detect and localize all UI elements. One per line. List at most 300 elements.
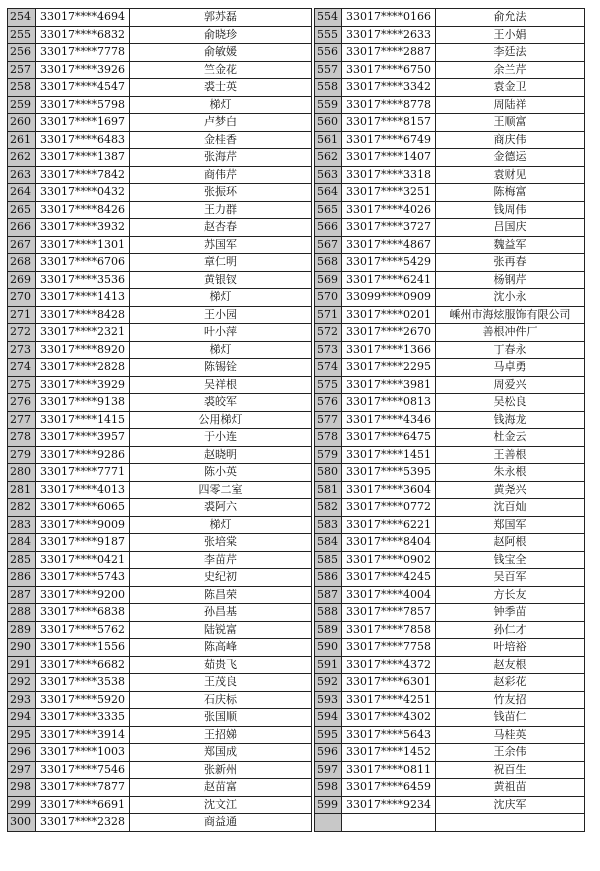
right-row-number: 554 (315, 9, 342, 27)
right-row-number: 577 (315, 411, 342, 429)
left-row-number: 260 (8, 114, 36, 132)
table-row (8, 359, 585, 377)
table-row (8, 79, 585, 97)
left-holder-name: 竺金花 (130, 61, 312, 79)
right-holder-name: 商庆伟 (436, 131, 585, 149)
right-row-number: 564 (315, 184, 342, 202)
table-row (8, 201, 585, 219)
left-holder-name: 史纪初 (130, 569, 312, 587)
right-holder-name: 嵊州市海炫服饰有限公司 (436, 306, 585, 324)
right-holder-name: 张再春 (436, 254, 585, 272)
left-account-id: 33017****3929 (36, 376, 130, 394)
left-account-id: 33017****7546 (36, 761, 130, 779)
left-account-id: 33017****9138 (36, 394, 130, 412)
table-row (8, 726, 585, 744)
right-holder-name: 陈梅富 (436, 184, 585, 202)
right-holder-name: 吴百军 (436, 569, 585, 587)
left-row-number: 291 (8, 656, 36, 674)
left-row-number: 254 (8, 9, 36, 27)
left-row-number: 267 (8, 236, 36, 254)
right-row-number: 558 (315, 79, 342, 97)
left-account-id: 33017****6483 (36, 131, 130, 149)
right-holder-name: 杨钢芹 (436, 271, 585, 289)
right-holder-name: 吴松良 (436, 394, 585, 412)
table-row (8, 691, 585, 709)
left-account-id: 33017****7778 (36, 44, 130, 62)
left-holder-name: 李苗芹 (130, 551, 312, 569)
left-row-number: 265 (8, 201, 36, 219)
left-account-id: 33017****6832 (36, 26, 130, 44)
left-account-id: 33017****5798 (36, 96, 130, 114)
table-row (8, 254, 585, 272)
right-holder-name: 金德运 (436, 149, 585, 167)
left-row-number: 292 (8, 674, 36, 692)
left-holder-name: 梯灯 (130, 289, 312, 307)
right-holder-name: 王小娟 (436, 26, 585, 44)
right-account-id: 33017****3318 (342, 166, 436, 184)
left-account-id: 33017****5920 (36, 691, 130, 709)
right-row-number: 580 (315, 464, 342, 482)
left-holder-name: 茹贵飞 (130, 656, 312, 674)
left-holder-name: 金桂香 (130, 131, 312, 149)
left-account-id: 33017****9200 (36, 586, 130, 604)
left-account-id: 33017****2328 (36, 814, 130, 832)
right-account-id: 33017****4251 (342, 691, 436, 709)
left-account-id: 33017****6691 (36, 796, 130, 814)
left-holder-name: 陈高峰 (130, 639, 312, 657)
left-account-id: 33017****2828 (36, 359, 130, 377)
right-holder-name: 吕国庆 (436, 219, 585, 237)
right-row-number: 595 (315, 726, 342, 744)
left-row-number: 271 (8, 306, 36, 324)
left-holder-name: 王力群 (130, 201, 312, 219)
left-row-number: 279 (8, 446, 36, 464)
left-account-id: 33017****5743 (36, 569, 130, 587)
left-account-id: 33017****6682 (36, 656, 130, 674)
right-holder-name: 钱海龙 (436, 411, 585, 429)
right-account-id: 33017****5395 (342, 464, 436, 482)
right-row-number: 566 (315, 219, 342, 237)
table-row (8, 236, 585, 254)
left-row-number: 264 (8, 184, 36, 202)
left-account-id: 33017****5762 (36, 621, 130, 639)
left-holder-name: 王招娣 (130, 726, 312, 744)
table-row (8, 446, 585, 464)
left-holder-name: 叶小萍 (130, 324, 312, 342)
right-account-id: 33017****0201 (342, 306, 436, 324)
table-row (8, 184, 585, 202)
left-row-number: 286 (8, 569, 36, 587)
table-body (8, 9, 585, 832)
right-account-id: 33017****1451 (342, 446, 436, 464)
right-account-id: 33017****7857 (342, 604, 436, 622)
left-holder-name: 俞晓珍 (130, 26, 312, 44)
left-row-number: 299 (8, 796, 36, 814)
left-holder-name: 梯灯 (130, 516, 312, 534)
left-account-id: 33017****8920 (36, 341, 130, 359)
right-row-number: 596 (315, 744, 342, 762)
left-holder-name: 陈锡铨 (130, 359, 312, 377)
left-row-number: 258 (8, 79, 36, 97)
table-row (8, 604, 585, 622)
left-holder-name: 卢梦白 (130, 114, 312, 132)
right-account-id: 33017****4302 (342, 709, 436, 727)
right-row-number: 575 (315, 376, 342, 394)
left-row-number: 268 (8, 254, 36, 272)
right-holder-name: 魏益军 (436, 236, 585, 254)
right-holder-name: 袁金卫 (436, 79, 585, 97)
table-row (8, 709, 585, 727)
right-holder-name: 郑国军 (436, 516, 585, 534)
left-holder-name: 陈昌荣 (130, 586, 312, 604)
right-account-id: 33017****4004 (342, 586, 436, 604)
left-row-number: 282 (8, 499, 36, 517)
right-row-number: 559 (315, 96, 342, 114)
table-row (8, 289, 585, 307)
right-row-number: 555 (315, 26, 342, 44)
right-row-number: 560 (315, 114, 342, 132)
table-row (8, 814, 585, 832)
right-account-id: 33017****0811 (342, 761, 436, 779)
right-account-id: 33017****0813 (342, 394, 436, 412)
table-row (8, 569, 585, 587)
left-row-number: 298 (8, 779, 36, 797)
right-row-number: 562 (315, 149, 342, 167)
right-account-id: 33017****4346 (342, 411, 436, 429)
right-row-number: 565 (315, 201, 342, 219)
left-row-number: 293 (8, 691, 36, 709)
right-holder-name: 赵彩花 (436, 674, 585, 692)
right-row-number: 583 (315, 516, 342, 534)
left-holder-name: 苏国军 (130, 236, 312, 254)
left-account-id: 33017****3932 (36, 219, 130, 237)
right-holder-name: 马卓勇 (436, 359, 585, 377)
table-row (8, 114, 585, 132)
left-holder-name: 梯灯 (130, 341, 312, 359)
right-row-number: 590 (315, 639, 342, 657)
right-account-id: 33017****4245 (342, 569, 436, 587)
left-holder-name: 郭苏磊 (130, 9, 312, 27)
left-row-number: 281 (8, 481, 36, 499)
right-account-id: 33017****4867 (342, 236, 436, 254)
left-holder-name: 裘士英 (130, 79, 312, 97)
left-holder-name: 公用梯灯 (130, 411, 312, 429)
left-row-number: 284 (8, 534, 36, 552)
right-account-id: 33017****2670 (342, 324, 436, 342)
right-account-id: 33017****3342 (342, 79, 436, 97)
left-holder-name: 张培棠 (130, 534, 312, 552)
left-row-number: 255 (8, 26, 36, 44)
right-row-number: 585 (315, 551, 342, 569)
right-holder-name: 孙仁才 (436, 621, 585, 639)
left-account-id: 33017****0432 (36, 184, 130, 202)
right-account-id: 33017****3727 (342, 219, 436, 237)
right-holder-name: 周爱兴 (436, 376, 585, 394)
left-holder-name: 王小园 (130, 306, 312, 324)
left-account-id: 33017****1415 (36, 411, 130, 429)
left-account-id: 33017****6838 (36, 604, 130, 622)
left-row-number: 274 (8, 359, 36, 377)
left-row-number: 283 (8, 516, 36, 534)
right-account-id: 33017****3251 (342, 184, 436, 202)
right-row-number: 579 (315, 446, 342, 464)
left-holder-name: 商伟芹 (130, 166, 312, 184)
left-account-id: 33017****2321 (36, 324, 130, 342)
left-row-number: 278 (8, 429, 36, 447)
right-holder-name: 王余伟 (436, 744, 585, 762)
left-holder-name: 陆锐富 (130, 621, 312, 639)
left-account-id: 33017****6065 (36, 499, 130, 517)
right-account-id: 33017****4026 (342, 201, 436, 219)
left-account-id: 33017****1387 (36, 149, 130, 167)
left-account-id: 33017****3957 (36, 429, 130, 447)
table-row (8, 61, 585, 79)
table-row (8, 551, 585, 569)
left-row-number: 266 (8, 219, 36, 237)
table-row (8, 761, 585, 779)
right-account-id: 33099****0909 (342, 289, 436, 307)
left-holder-name: 郑国成 (130, 744, 312, 762)
left-row-number: 296 (8, 744, 36, 762)
right-row-number: 598 (315, 779, 342, 797)
table-row (8, 9, 585, 27)
left-account-id: 33017****3538 (36, 674, 130, 692)
left-holder-name: 梯灯 (130, 96, 312, 114)
left-account-id: 33017****8426 (36, 201, 130, 219)
left-account-id: 33017****3335 (36, 709, 130, 727)
right-account-id: 33017****2887 (342, 44, 436, 62)
right-account-id: 33017****1366 (342, 341, 436, 359)
table-row (8, 411, 585, 429)
table-row (8, 376, 585, 394)
right-account-id: 33017****0902 (342, 551, 436, 569)
right-holder-name: 杜金云 (436, 429, 585, 447)
table-row (8, 429, 585, 447)
right-row-number: 592 (315, 674, 342, 692)
right-holder-name: 李廷法 (436, 44, 585, 62)
left-holder-name: 裘皎军 (130, 394, 312, 412)
left-account-id: 33017****1697 (36, 114, 130, 132)
left-account-id: 33017****4547 (36, 79, 130, 97)
right-row-number: 572 (315, 324, 342, 342)
right-account-id: 33017****1407 (342, 149, 436, 167)
right-account-id: 33017****0772 (342, 499, 436, 517)
left-row-number: 257 (8, 61, 36, 79)
left-row-number: 295 (8, 726, 36, 744)
table-row (8, 271, 585, 289)
right-account-id: 33017****8157 (342, 114, 436, 132)
left-row-number: 273 (8, 341, 36, 359)
right-holder-name: 赵阿根 (436, 534, 585, 552)
right-holder-name: 沈百灿 (436, 499, 585, 517)
left-row-number: 256 (8, 44, 36, 62)
left-holder-name: 陈小英 (130, 464, 312, 482)
left-holder-name: 吴祥根 (130, 376, 312, 394)
right-row-number: 591 (315, 656, 342, 674)
right-holder-name: 丁春永 (436, 341, 585, 359)
right-account-id: 33017****6221 (342, 516, 436, 534)
table-row (8, 131, 585, 149)
right-account-id: 33017****6475 (342, 429, 436, 447)
left-row-number: 276 (8, 394, 36, 412)
left-row-number: 289 (8, 621, 36, 639)
right-holder-name: 叶培裕 (436, 639, 585, 657)
left-row-number: 261 (8, 131, 36, 149)
right-holder-name: 俞允法 (436, 9, 585, 27)
left-row-number: 272 (8, 324, 36, 342)
table-row (8, 149, 585, 167)
right-account-id: 33017****7858 (342, 621, 436, 639)
table-row (8, 744, 585, 762)
right-holder-name: 马桂英 (436, 726, 585, 744)
right-row-number: 586 (315, 569, 342, 587)
right-holder-name: 善根冲件厂 (436, 324, 585, 342)
right-account-id: 33017****1452 (342, 744, 436, 762)
left-account-id: 33017****1003 (36, 744, 130, 762)
left-account-id: 33017****9286 (36, 446, 130, 464)
right-account-id: 33017****6750 (342, 61, 436, 79)
left-holder-name: 赵苗富 (130, 779, 312, 797)
left-account-id: 33017****3536 (36, 271, 130, 289)
right-row-number: 576 (315, 394, 342, 412)
right-row-number: 588 (315, 604, 342, 622)
right-holder-name: 钱周伟 (436, 201, 585, 219)
right-row-number: 578 (315, 429, 342, 447)
right-holder-name: 钟季苗 (436, 604, 585, 622)
right-row-number: 589 (315, 621, 342, 639)
right-row-number: 597 (315, 761, 342, 779)
right-holder-name: 黄尧兴 (436, 481, 585, 499)
left-row-number: 294 (8, 709, 36, 727)
table-row (8, 674, 585, 692)
left-holder-name: 张海芹 (130, 149, 312, 167)
right-holder-name: 钱宝全 (436, 551, 585, 569)
right-holder-name: 余兰芹 (436, 61, 585, 79)
table-row (8, 534, 585, 552)
right-row-number: 593 (315, 691, 342, 709)
right-holder-name: 王善根 (436, 446, 585, 464)
right-row-number: 584 (315, 534, 342, 552)
right-row-number: 581 (315, 481, 342, 499)
table-row (8, 219, 585, 237)
left-holder-name: 石庆标 (130, 691, 312, 709)
right-account-id: 33017****7758 (342, 639, 436, 657)
left-account-id: 33017****4013 (36, 481, 130, 499)
right-account-id: 33017****8404 (342, 534, 436, 552)
table-row (8, 656, 585, 674)
left-holder-name: 商益通 (130, 814, 312, 832)
left-account-id: 33017****6706 (36, 254, 130, 272)
right-account-id: 33017****8778 (342, 96, 436, 114)
left-row-number: 288 (8, 604, 36, 622)
right-holder-name: 袁财见 (436, 166, 585, 184)
table-row (8, 796, 585, 814)
right-row-number: 561 (315, 131, 342, 149)
table-row (8, 586, 585, 604)
table-row (8, 516, 585, 534)
right-row-number: 582 (315, 499, 342, 517)
right-account-id: 33017****6241 (342, 271, 436, 289)
right-row-number: 569 (315, 271, 342, 289)
left-account-id: 33017****7877 (36, 779, 130, 797)
left-row-number: 263 (8, 166, 36, 184)
left-holder-name: 王茂良 (130, 674, 312, 692)
right-holder-name: 祝百生 (436, 761, 585, 779)
table-row (8, 499, 585, 517)
right-row-number: 594 (315, 709, 342, 727)
left-row-number: 269 (8, 271, 36, 289)
left-account-id: 33017****9009 (36, 516, 130, 534)
right-row-number: 599 (315, 796, 342, 814)
left-holder-name: 裘阿六 (130, 499, 312, 517)
left-holder-name: 张新州 (130, 761, 312, 779)
right-holder-name: 赵友根 (436, 656, 585, 674)
left-row-number: 285 (8, 551, 36, 569)
left-row-number: 297 (8, 761, 36, 779)
right-holder-name: 竹友招 (436, 691, 585, 709)
left-account-id: 33017****4694 (36, 9, 130, 27)
right-holder-name: 周陆祥 (436, 96, 585, 114)
right-row-number: 557 (315, 61, 342, 79)
right-row-number: 556 (315, 44, 342, 62)
left-row-number: 277 (8, 411, 36, 429)
right-account-id: 33017****2633 (342, 26, 436, 44)
table-row (8, 96, 585, 114)
right-row-number: 587 (315, 586, 342, 604)
table-row (8, 481, 585, 499)
table-row (8, 44, 585, 62)
right-account-id (342, 814, 436, 832)
left-holder-name: 于小连 (130, 429, 312, 447)
right-holder-name: 王顺富 (436, 114, 585, 132)
left-holder-name: 沈文江 (130, 796, 312, 814)
table-row (8, 166, 585, 184)
right-row-number: 568 (315, 254, 342, 272)
record-table (7, 8, 585, 832)
right-row-number: 571 (315, 306, 342, 324)
table-row (8, 306, 585, 324)
left-account-id: 33017****1301 (36, 236, 130, 254)
left-holder-name: 张振环 (130, 184, 312, 202)
left-row-number: 259 (8, 96, 36, 114)
table-row (8, 324, 585, 342)
table-row (8, 639, 585, 657)
left-account-id: 33017****1556 (36, 639, 130, 657)
right-holder-name (436, 814, 585, 832)
left-row-number: 262 (8, 149, 36, 167)
left-holder-name: 章仁明 (130, 254, 312, 272)
left-account-id: 33017****3926 (36, 61, 130, 79)
left-row-number: 275 (8, 376, 36, 394)
right-row-number (315, 814, 342, 832)
right-row-number: 574 (315, 359, 342, 377)
right-holder-name: 方长友 (436, 586, 585, 604)
left-row-number: 300 (8, 814, 36, 832)
left-account-id: 33017****0421 (36, 551, 130, 569)
right-holder-name: 钱苗仁 (436, 709, 585, 727)
left-holder-name: 赵晓明 (130, 446, 312, 464)
table-row (8, 26, 585, 44)
left-row-number: 287 (8, 586, 36, 604)
right-account-id: 33017****3981 (342, 376, 436, 394)
left-holder-name: 孙昌基 (130, 604, 312, 622)
right-holder-name: 沈小永 (436, 289, 585, 307)
right-account-id: 33017****4372 (342, 656, 436, 674)
left-row-number: 270 (8, 289, 36, 307)
right-holder-name: 沈庆军 (436, 796, 585, 814)
table-row (8, 394, 585, 412)
right-holder-name: 黄祖苗 (436, 779, 585, 797)
